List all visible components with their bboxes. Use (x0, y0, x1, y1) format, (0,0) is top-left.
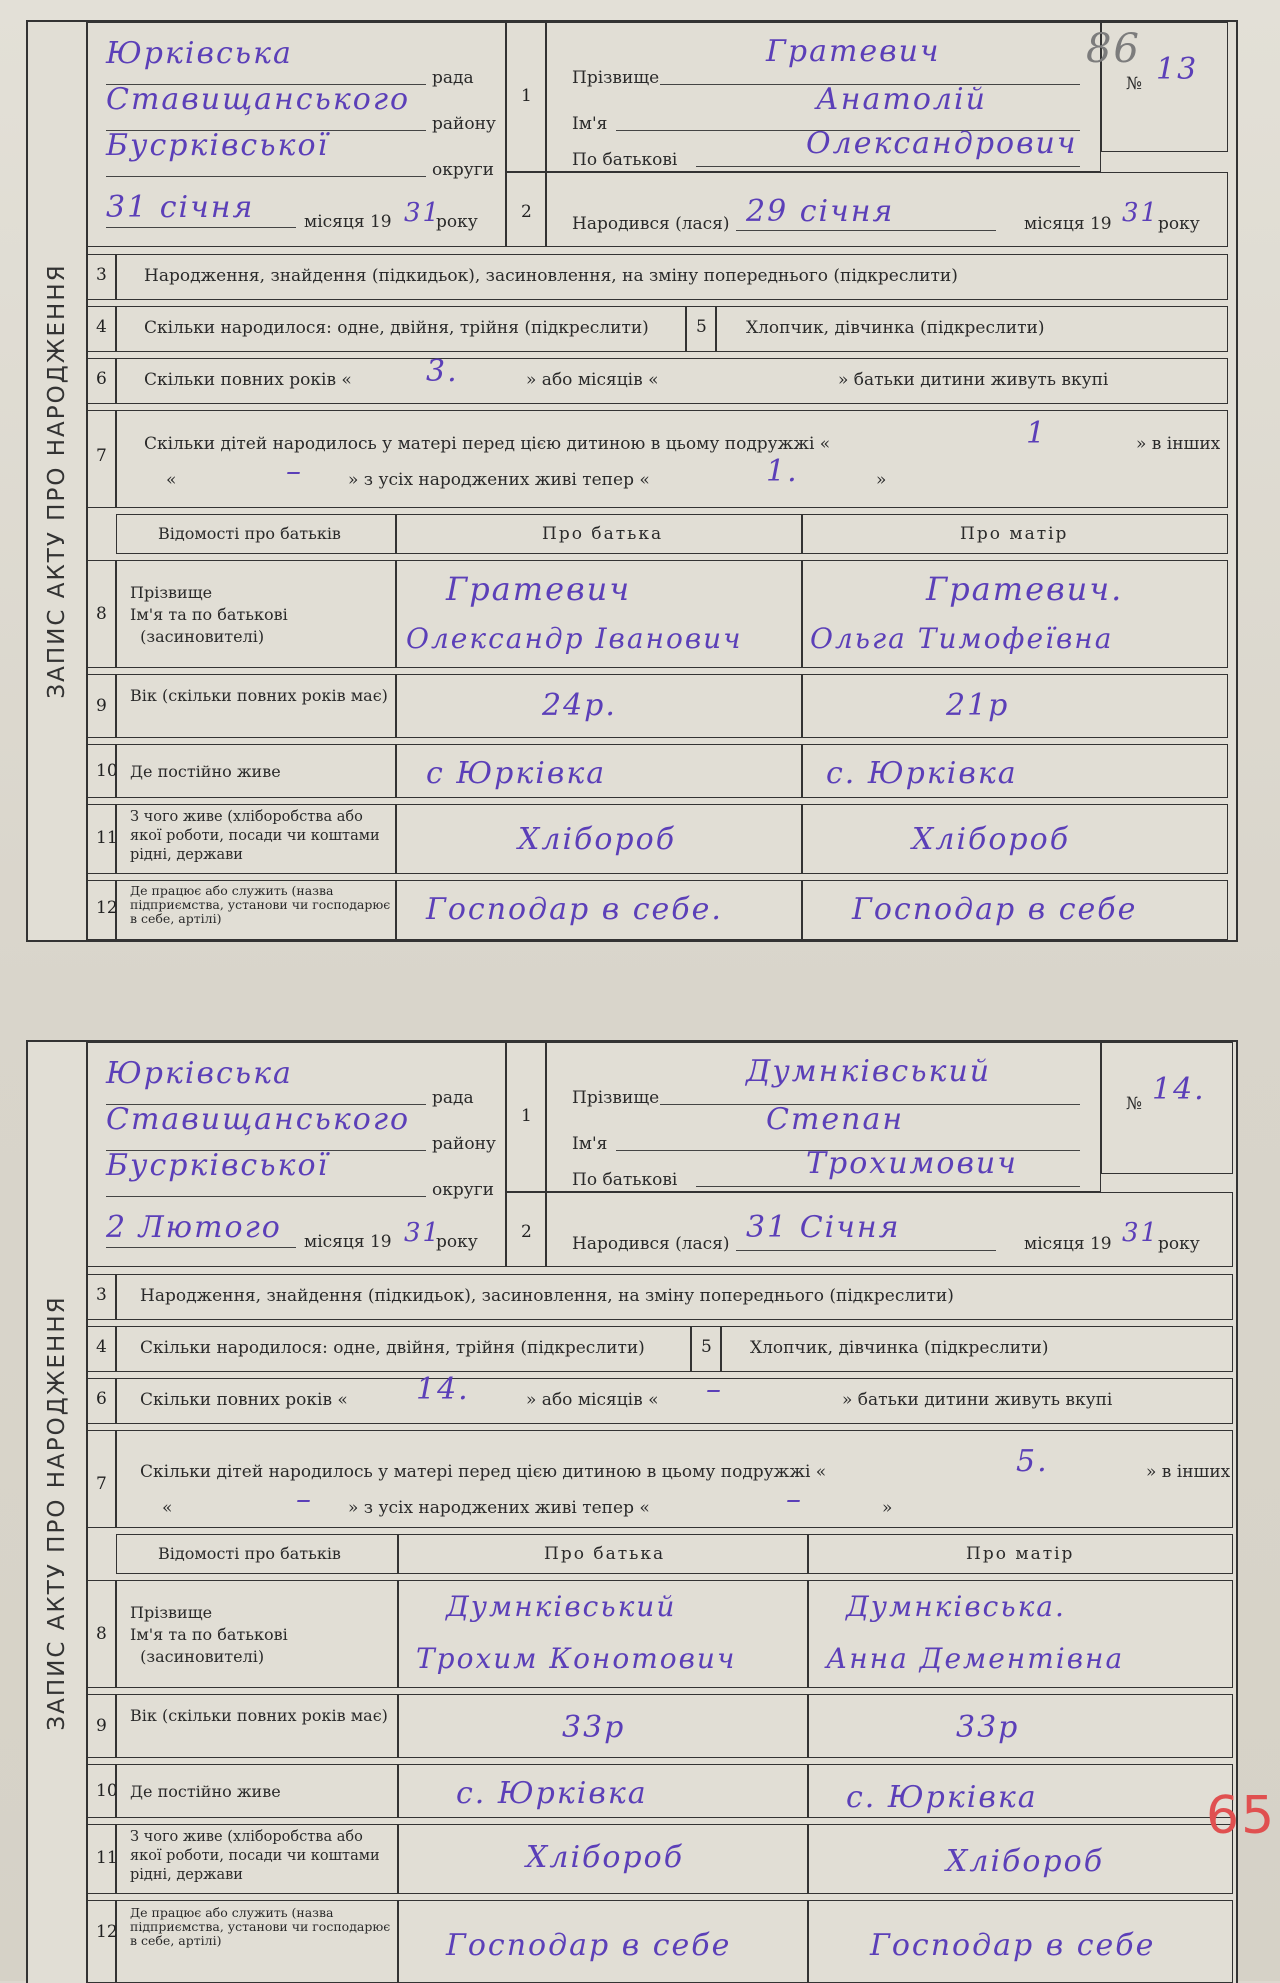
birth-day-value: 29 січня (746, 194, 895, 229)
mother-occupation: Хлібороб (946, 1844, 1105, 1879)
record-number: 14. (1152, 1072, 1206, 1107)
raion-value: Ставищанського (106, 1102, 411, 1137)
reg-day-value: 2 Лютого (106, 1210, 282, 1245)
patronymic-value: Олександрович (806, 126, 1078, 161)
rada-value: Юрківська (106, 1056, 293, 1091)
children-before: 1 (1026, 416, 1048, 451)
father-age: 24р. (542, 688, 617, 723)
father-surname: Гратевич (446, 570, 632, 608)
page-mark: 86 (1086, 26, 1141, 72)
father-occupation: Хлібороб (518, 822, 677, 857)
mother-age: 21р (946, 688, 1010, 723)
raion-value: Ставищанського (106, 82, 411, 117)
side-title: ЗАПИС АКТУ ПРО НАРОДЖЕННЯ (28, 1042, 88, 1983)
birth-record-1: ЗАПИС АКТУ ПРО НАРОДЖЕННЯ 1 2 рада Юрківська району Ставищанського округи Бусрківської 31 січня місяця 19 31 року Прізвище Гратевич Ім'я Анатолій По батькові Олександрович 86 № 13 Народився (лася) 29 січня місяця 19 31 року 3 Народження, знайдення (підкидьок), засиновлення, на зміну попереднього (підкреслити) 4 Скільки народилося: одне, двійня, трійня (підкреслити) 5 Хлопчик, дівчинка (підкреслити) 6 Скільки повних років « 3. » або місяців « » батьки дитини живуть вкупі 7 Скільки дітей народилось у матері перед цією дитиною в цьому подружжі « 1 » в інших « – » з усіх народжених живі тепер « 1. » Відомості про батьків Про батька Про матір 8 Прізвище Ім'я та по батькові (засиновителі) Гратевич Олександр Іванович Гратевич. Ольга Тимофеївна 9 Вік (скільки повних років має) 24р. 21р 10 Де постійно живе с Юрківка с. Юрківка 11 З чого живе (хліборобства або якої роботи, посади чи коштами рідні, держави Хлібороб Хлібороб 12 Де працює або служить (назва підприємства, установи чи господарює в себе, артілі) Господар в себе. Господар в себе (26, 20, 1238, 942)
children-before: 5. (1016, 1444, 1049, 1479)
reg-day-value: 31 січня (106, 190, 255, 225)
mother-name: Ольга Тимофеївна (810, 622, 1114, 655)
surname-value: Думнківський (746, 1054, 992, 1089)
father-name: Олександр Іванович (406, 622, 743, 655)
years-together: 14. (416, 1372, 470, 1407)
mother-surname: Думнківська. (846, 1590, 1066, 1623)
father-work: Господар в себе. (426, 892, 723, 927)
surname-value: Гратевич (766, 34, 941, 69)
patronymic-value: Трохимович (806, 1146, 1018, 1181)
mother-name: Анна Дементівна (826, 1642, 1125, 1675)
mother-age: 33р (956, 1710, 1020, 1745)
mother-residence: с. Юрківка (846, 1780, 1038, 1815)
okruh-value: Бусрківської (106, 128, 330, 163)
birth-record-2: ЗАПИС АКТУ ПРО НАРОДЖЕННЯ 1 2 рада Юрківська району Ставищанського округи Бусрківської 2 Лютого місяця 19 31 року Прізвище Думнківський Ім'я Степан По батькові Трохимович № 14. Народився (лася) 31 Січня місяця 19 31 року 3 Народження, знайдення (підкидьок), засиновлення, на зміну попереднього (підкреслити) 4 Скільки народилося: одне, двійня, трійня (підкреслити) 5 Хлопчик, дівчинка (підкреслити) 6 Скільки повних років « 14. » або місяців « – » батьки дитини живуть вкупі 7 Скільки дітей народилось у матері перед цією дитиною в цьому подружжі « 5. » в інших « – » з усіх народжених живі тепер « – » Відомості про батьків Про батька Про матір 8 Прізвище Ім'я та по батькові (засиновителі) Думнківський Трохим Конотович Думнківська. Анна Дементівна 9 Вік (скільки повних років має) 33р 33р 10 Де постійно живе с. Юрківка с. Юрківка 11 З чого живе (хліборобства або якої роботи, посади чи коштами рідні, держави Хлібороб Хлібороб 65 12 Де працює або служить (назва підприємства, установи чи господарює в себе, артілі) Господар в себе Господар в себе (26, 1040, 1238, 1983)
okruh-value: Бусрківської (106, 1148, 330, 1183)
side-title: ЗАПИС АКТУ ПРО НАРОДЖЕННЯ (28, 22, 88, 940)
father-name: Трохим Конотович (416, 1642, 737, 1675)
birth-day-value: 31 Січня (746, 1210, 901, 1245)
mother-work: Господар в себе (852, 892, 1138, 927)
number-box (1101, 1042, 1233, 1174)
name-value: Анатолій (816, 82, 987, 117)
father-residence: с Юрківка (426, 756, 607, 791)
father-work: Господар в себе (446, 1928, 732, 1963)
years-together: 3. (426, 354, 459, 389)
record-number: 13 (1156, 52, 1199, 87)
name-value: Степан (766, 1102, 905, 1137)
father-surname: Думнківський (446, 1590, 677, 1623)
mother-residence: с. Юрківка (826, 756, 1018, 791)
mother-surname: Гратевич. (926, 570, 1124, 608)
mother-work: Господар в себе (870, 1928, 1156, 1963)
mother-occupation: Хлібороб (912, 822, 1071, 857)
page-mark: 65 (1206, 1786, 1277, 1846)
rada-value: Юрківська (106, 36, 293, 71)
father-occupation: Хлібороб (526, 1840, 685, 1875)
father-residence: с. Юрківка (456, 1776, 648, 1811)
children-alive: – (786, 1482, 803, 1517)
children-alive: 1. (766, 454, 799, 489)
father-age: 33р (562, 1710, 626, 1745)
